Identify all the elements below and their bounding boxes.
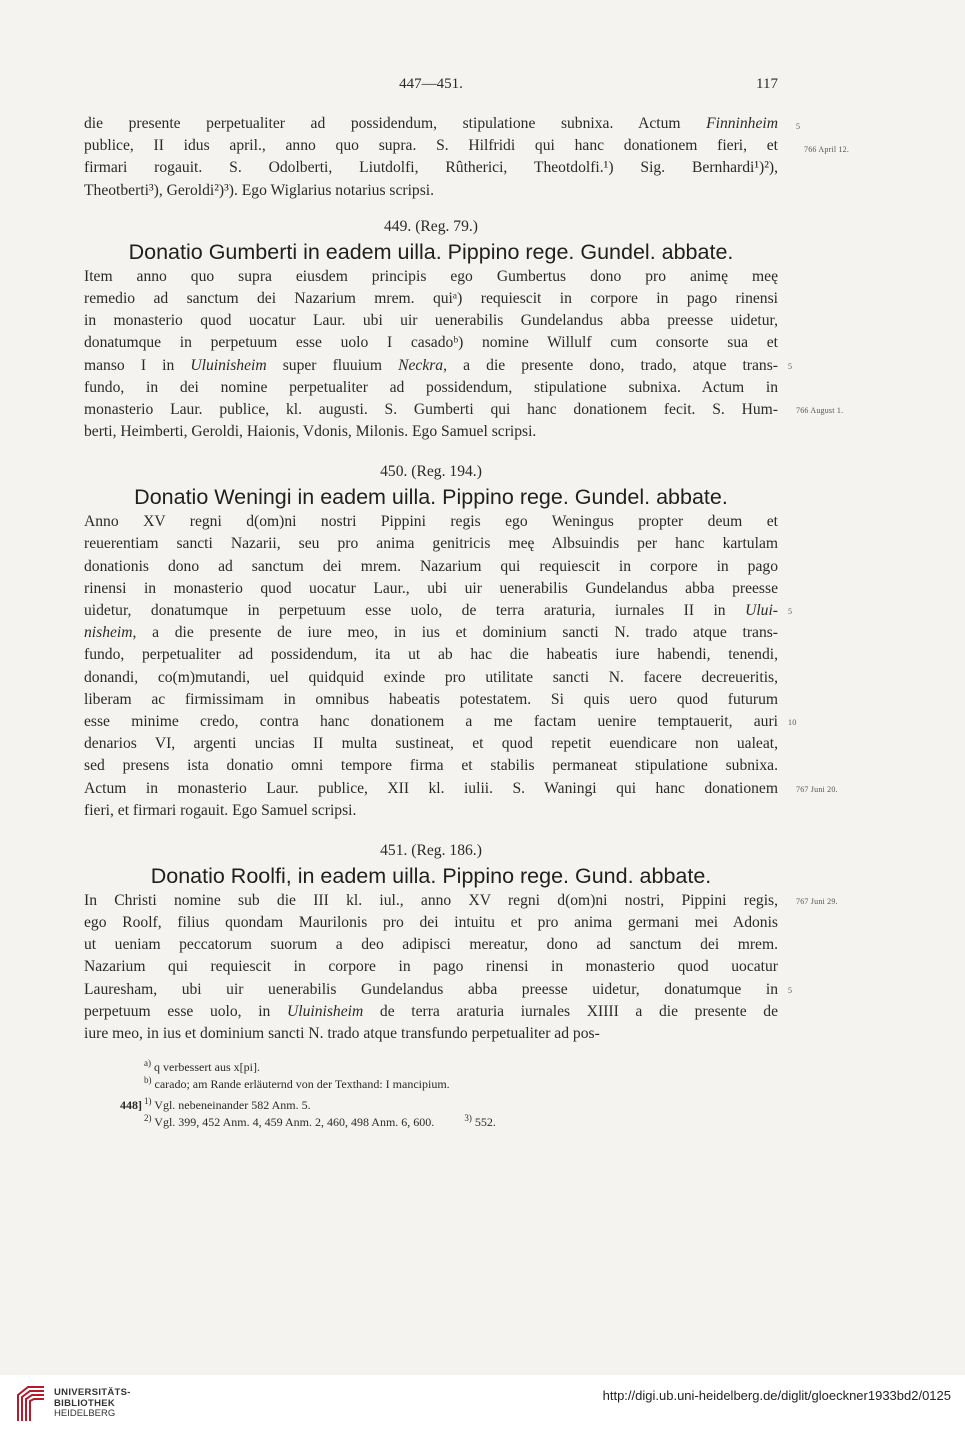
entry-450-number: 450. (Reg. 194.) (380, 463, 482, 481)
library-footer (0, 1375, 965, 1443)
margin-date: 767 Juni 20. (796, 784, 838, 794)
entry-450-line: liberam ac firmissimam in omnibus habeatis potestatem. Si quis uero quod futurum (84, 690, 778, 708)
entry-450-line: esse minime credo, contra hanc donationem a me factam uenire temptauerit, auri 10 (84, 711, 778, 733)
entry-450-line: Anno XV regni d(om)ni nostri Pippini regis ego Weningus propter deum et (84, 513, 778, 531)
entry-449-line: remedio ad sanctum dei Nazarium mrem. quiᵃ) requiescit in corpore in pago rinensi (84, 289, 778, 307)
entry-450-line: Actum in monasterio Laur. publice, XII kl. iulii. S. Waningi qui hanc donationem 767 Juni 20. (84, 778, 778, 800)
entry-451-line: Lauresham, ubi uir uenerabilis Gundelandus abba preesse uidetur, donatumque in 5 (84, 979, 778, 1001)
entry-449-text (84, 266, 844, 444)
entry-450-line: fieri, et firmari rogauit. Ego Samuel scripsi. (84, 801, 357, 819)
intro-paragraph (84, 113, 778, 202)
intro-line: firmari rogauit. S. Odolberti, Liutdolfi, Rûtherici, Theotdolfi.¹) Sig. Bernhardi¹)²), (84, 159, 778, 177)
footnote-448-2: $^{2)}$ Vgl. 399, 452 Anm. 4, 459 Anm. 2, 460, 498 Anm. 6, 600. $^{3)}$ 552. (144, 1113, 496, 1130)
library-logo-icon (14, 1383, 48, 1423)
footnote-448-1: 448] $^{1)}$ Vgl. nebeneinander 582 Anm. 5. (120, 1096, 311, 1113)
entry-450-text (84, 511, 838, 822)
margin-date: 766 April 12. (804, 145, 850, 154)
entry-451-line: perpetuum esse uolo, in Uluinisheim de terra araturia iurnales XIIII a die presente de (84, 1002, 779, 1020)
entry-451-line: Nazarium qui requiescit in corpore in pago rinensi in monasterio quod uocatur (84, 958, 778, 976)
footnote-b: $^{b)}$ carado; am Rande erläuternd von der Texthand: I mancipium. (144, 1075, 450, 1092)
entry-449-line: monasterio Laur. publice, kl. augusti. S. Gumberti qui hanc donationem fecit. S. Hum- 766 August 1. (84, 399, 778, 421)
entry-450-line: nisheim, a die presente de iure meo, in ius et dominium sancti N. trado atque trans- (84, 624, 778, 642)
entry-450-line: uidetur, donatumque in perpetuum esse uolo, de terra araturia, iurnales II in Ului- 5 (84, 600, 778, 622)
entry-451-line: ut ueniam peccatorum suorum a deo adipisci mereatur, dono ad sanctum dei mrem. (84, 936, 778, 954)
permalink-url[interactable]: http://digi.ub.uni-heidelberg.de/diglit/gloeckner1933bd2/0125 (602, 1388, 951, 1403)
entry-449-line: manso I in Uluinisheim super fluuium Neckra, a die presente dono, trado, atque trans- 5 (84, 355, 778, 377)
entry-449-line: berti, Heimberti, Geroldi, Haionis, Vdonis, Milonis. Ego Samuel scripsi. (84, 423, 537, 441)
entry-449-title: Donatio Gumberti in eadem uilla. Pippino rege. Gundel. abbate. (128, 239, 734, 264)
entry-449-line: fundo, in dei nomine perpetualiter ad possidendum, stipulatione subnixa. Actum in (84, 378, 778, 396)
intro-line: die presente perpetualiter ad possidendum, stipulatione subnixa. Actum Finninheim (84, 115, 778, 132)
page-number: 117 (756, 76, 778, 92)
margin-line-number: 5 (788, 361, 793, 371)
running-header (84, 76, 778, 98)
entry-450-line: donationis dono ad sanctum dei mrem. Nazarium qui requiescit in corpore in pago (84, 557, 778, 575)
footnote-a: $^{a)}$ q verbessert aus x[pi]. (144, 1058, 260, 1075)
intro-line: publice, II idus april., anno quo supra. S. Hilfridi qui hanc donationem fieri, et (84, 137, 778, 155)
entry-451-line: iure meo, in ius et dominium sancti N. trado atque transfundo perpetualiter ad pos- (84, 1025, 600, 1042)
margin-line-number: 5 (788, 985, 793, 995)
entry-450-title: Donatio Weningi in eadem uilla. Pippino rege. Gundel. abbate. (134, 485, 728, 510)
entry-449-number: 449. (Reg. 79.) (384, 217, 478, 235)
entry-449-line: in monasterio quod uocatur Laur. ubi uir uenerabilis Gundelandus abba preesse uidetur, (84, 312, 778, 330)
entry-450-line: donandi, co(m)mutandi, uel quidquid exinde pro utilitate sancti N. facere decreueritis, (84, 668, 778, 686)
footnotes (84, 1059, 778, 1131)
library-name: UNIVERSITÄTS- BIBLIOTHEK HEIDELBERG (54, 1387, 131, 1419)
entry-450-line: sed presens ista donatio omni tempore firma et stabilis permaneat stipulatione subnixa. (84, 757, 778, 775)
entry-450-line: fundo, perpetualiter ad possidendum, ita ut ab hac die habeatis iure habendi, tenendi, (84, 646, 778, 664)
entry-449-line: Item anno quo supra eiusdem principis ego Gumbertus dono pro animę meę (84, 267, 778, 285)
margin-line-number: 10 (788, 717, 797, 727)
margin-line-number: 5 (796, 122, 801, 131)
intro-line: Theotberti³), Geroldi²)³). Ego Wiglarius notarius scripsi. (84, 181, 435, 199)
entry-450-line: rinensi in monasterio quod uocatur Laur., ubi uir uenerabilis Gundelandus abba preesse (84, 579, 778, 597)
entry-451-title: Donatio Roolfi, in eadem uilla. Pippino rege. Gund. abbate. (150, 863, 712, 888)
document-range: 447—451. (399, 76, 463, 92)
margin-date: 766 August 1. (796, 405, 844, 415)
entry-450-line: reuerentiam sancti Nazarii, seu pro anima genitricis meę Albsuindis per hanc kartulam (84, 535, 778, 553)
main-text (84, 113, 850, 1131)
entry-451-line: In Christi nomine sub die III kl. iul., anno XV regni d(om)ni nostri, Pippini regis, 767 Juni 29. (84, 890, 778, 912)
margin-line-number: 5 (788, 607, 793, 616)
entry-451-line: ego Roolf, filius quondam Maurilonis pro dei intuitu et pro anima germani mei Adonis (84, 914, 778, 932)
entry-449-line: donatumque in perpetuum esse uolo I casadoᵇ) nomine Willulf cum consorte sua et (84, 334, 778, 352)
entry-451-number: 451. (Reg. 186.) (380, 841, 482, 859)
margin-date: 767 Juni 29. (796, 896, 838, 906)
entry-450-line: denarios VI, argenti uncias II multa sustineat, et quod repetit euendicare non ualeat, (84, 735, 778, 753)
entry-451-text (84, 890, 838, 1045)
